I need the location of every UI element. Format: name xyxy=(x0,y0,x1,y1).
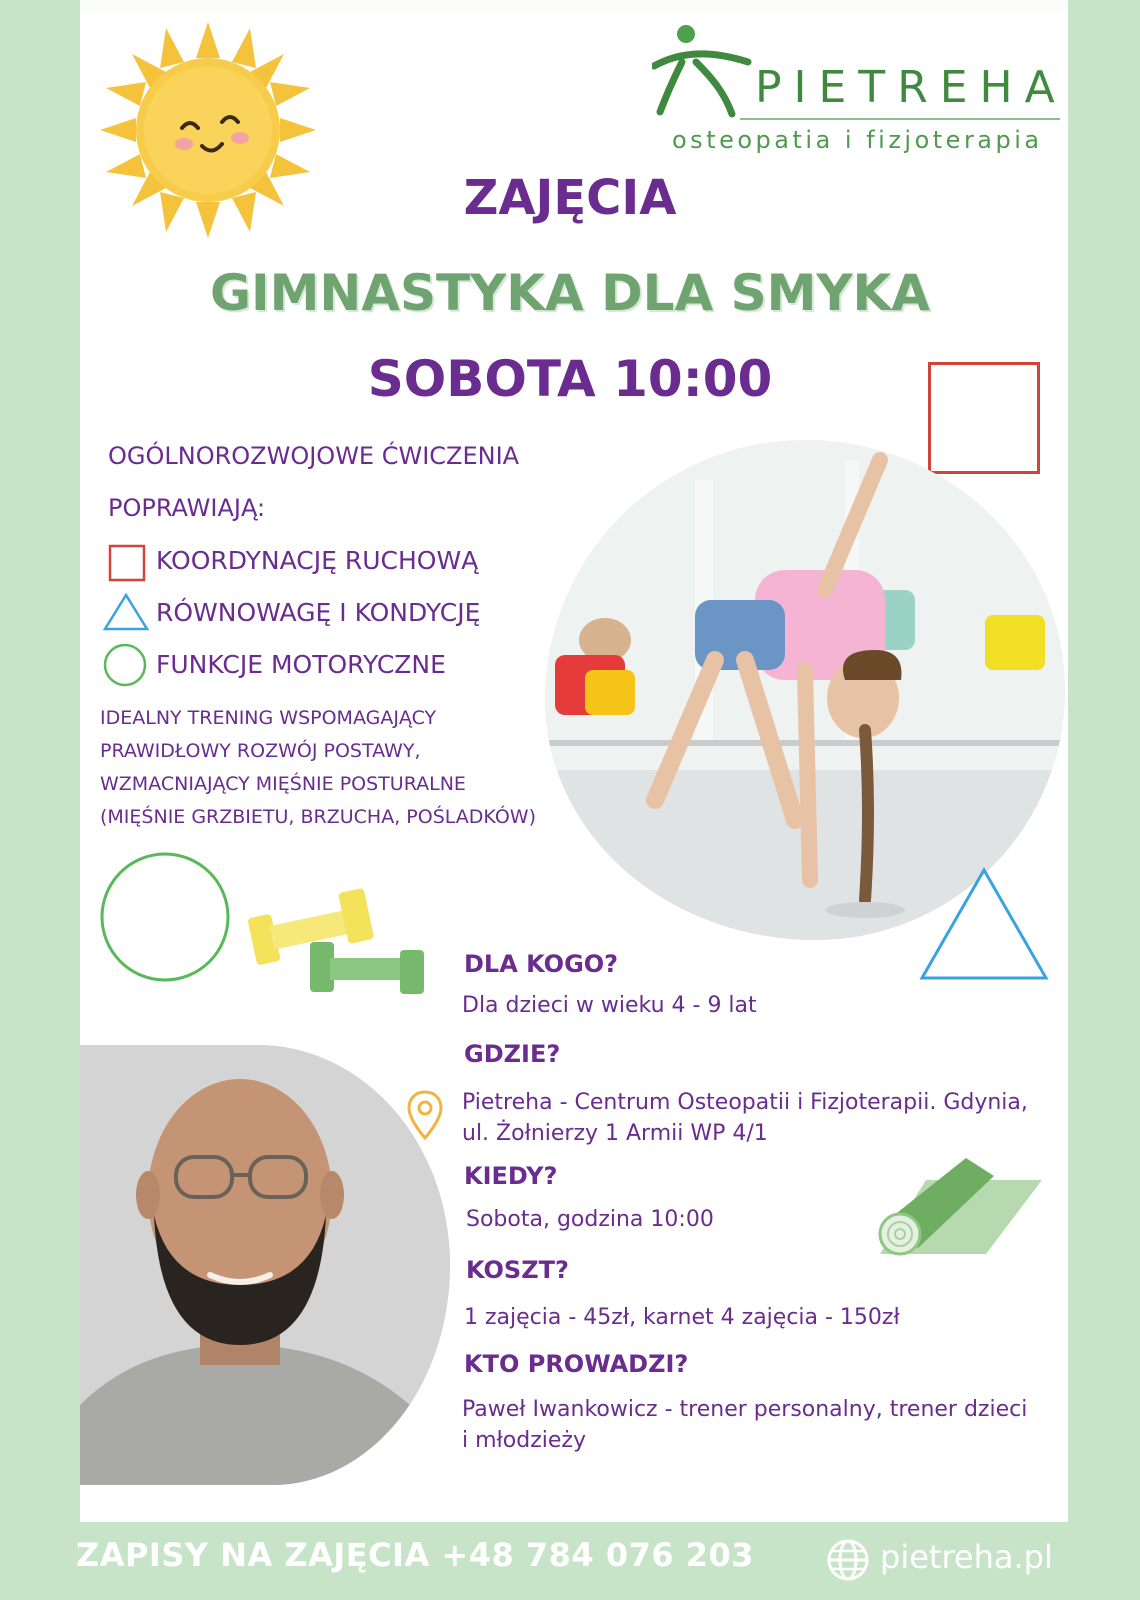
where-question: GDZIE? xyxy=(464,1040,561,1068)
benefit-balance: RÓWNOWAGĘ I KONDYCJĘ xyxy=(156,598,481,627)
decorative-triangle xyxy=(918,866,1050,984)
description-block xyxy=(100,702,570,834)
lead-answer-line-2: i młodzieży xyxy=(462,1428,586,1453)
when-answer: Sobota, godzina 10:00 xyxy=(466,1207,714,1232)
description-line: (MIĘŚNIE GRZBIETU, BRZUCHA, POŚLADKÓW) xyxy=(100,806,536,828)
kids-exercise-photo xyxy=(545,440,1065,940)
lead-answer xyxy=(462,1394,1027,1456)
signup-phone: ZAPISY NA ZAJĘCIA +48 784 076 203 xyxy=(76,1536,755,1574)
website-link[interactable]: pietreha.pl xyxy=(880,1538,1053,1576)
headline-title: GIMNASTYKA DLA SMYKA xyxy=(210,264,930,322)
when-question: KIEDY? xyxy=(464,1162,558,1190)
description-line: PRAWIDŁOWY ROZWÓJ POSTAWY, xyxy=(100,740,421,762)
decorative-square xyxy=(928,362,1040,474)
square-icon xyxy=(108,544,146,582)
who-question: DLA KOGO? xyxy=(464,950,619,978)
benefit-coordination: KOORDYNACJĘ RUCHOWĄ xyxy=(156,546,479,575)
globe-icon xyxy=(826,1538,870,1582)
circle-icon xyxy=(102,642,148,688)
yoga-mat-icon xyxy=(866,1150,1046,1260)
who-answer: Dla dzieci w wieku 4 - 9 lat xyxy=(462,993,757,1018)
triangle-icon xyxy=(102,592,150,632)
headline-time: SOBOTA 10:00 xyxy=(367,350,773,408)
benefit-motor: FUNKCJE MOTORYCZNE xyxy=(156,650,446,679)
logo-figure-icon xyxy=(652,22,762,122)
trainer-photo xyxy=(80,1045,450,1485)
cost-question: KOSZT? xyxy=(466,1256,569,1284)
where-answer-line-2: ul. Żołnierzy 1 Armii WP 4/1 xyxy=(462,1121,768,1146)
brand-name: PIETREHA xyxy=(755,62,1067,113)
headline-zajecia: ZAJĘCIA xyxy=(463,170,677,226)
right-green-band xyxy=(1068,0,1140,1600)
cost-answer: 1 zajęcia - 45zł, karnet 4 zajęcia - 150zł xyxy=(464,1305,900,1330)
lead-answer-line-1: Paweł Iwankowicz - trener personalny, trener dzieci xyxy=(462,1397,1028,1422)
intro-line-1: OGÓLNOROZWOJOWE ĆWICZENIA xyxy=(108,442,520,470)
description-line: WZMACNIAJĄCY MIĘŚNIE POSTURALNE xyxy=(100,773,466,795)
left-green-band xyxy=(0,0,80,1600)
where-answer-line-1: Pietreha - Centrum Osteopatii i Fizjoterapii. Gdynia, xyxy=(462,1090,1028,1115)
intro-line-2: POPRAWIAJĄ: xyxy=(108,494,266,522)
logo-divider xyxy=(740,118,1060,120)
description-line: IDEALNY TRENING WSPOMAGAJĄCY xyxy=(100,707,437,729)
dumbbell-icon xyxy=(248,884,426,1004)
brand-tagline: osteopatia i fizjoterapia xyxy=(672,126,1043,154)
decorative-circle xyxy=(98,850,232,984)
where-answer xyxy=(462,1087,1028,1149)
lead-question: KTO PROWADZI? xyxy=(464,1350,689,1378)
